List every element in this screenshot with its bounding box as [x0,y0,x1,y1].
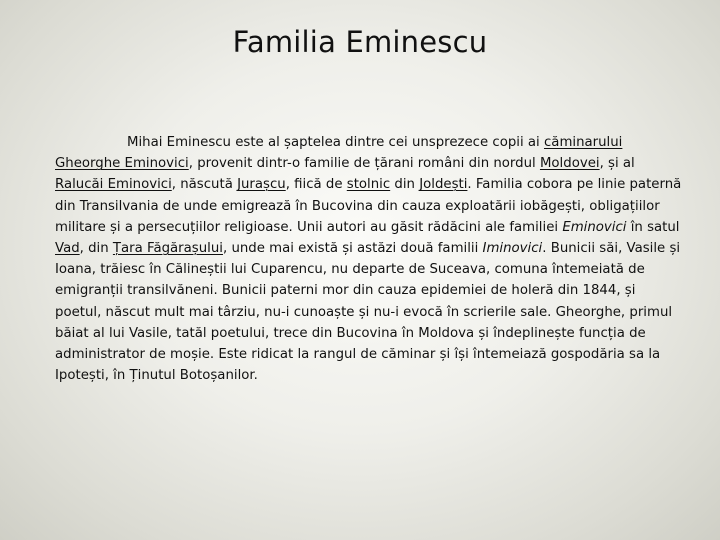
slide-title: Familia Eminescu [232,25,488,59]
link-vad[interactable]: Vad [55,241,80,257]
italic-iminovici: Iminovici [482,241,543,257]
text-run: , și al [599,156,635,172]
italic-eminovici: Eminovici [562,219,627,235]
text-run: în satul [626,219,680,235]
text-run: din [390,177,420,193]
link-caminarului[interactable]: căminarului [543,135,623,150]
link-jurascu[interactable]: Jurașcu [237,177,286,193]
text-run: . Bunicii săi, Vasile și Ioana, trăiesc în Călineștii lui Cuparencu, nu departe de Suceava, comuna întemeiată de emigranții transilvăneni. Bunicii paterni mor din cauza epidemiei de holeră din 1844, și poetul, născut mult mai târziu, nu-i cunoaște și nu-i evocă în scrierile sale. Gheorghe, primul băiat al lui Vasile, tatăl poetului, trece din Bucovina în Moldova și îndeplinește funcția de administrator de moșie. Este ridicat la rangul de căminar și își întemeiază gospodăria sa la Ipotești, în Ținutul Botoșanilor. [55,241,681,384]
text-run: Mihai Eminescu este al șaptelea dintre cei unsprezece copii ai [127,135,544,150]
link-tara-fagarasului[interactable]: Țara Făgărașului [112,241,223,257]
link-moldovei[interactable]: Moldovei [539,156,600,172]
text-run: , provenit dintr-o familie de țărani români din nordul [188,156,540,172]
text-run: , născută [171,177,238,193]
body-paragraph [55,132,685,386]
text-run: , unde mai există și astăzi două familii [222,241,483,257]
link-ralucai-eminovici[interactable]: Ralucăi Eminovici [55,177,172,193]
text-run: , din [79,241,113,257]
link-stolnic[interactable]: stolnic [346,177,391,193]
text-run: . Familia cobora pe linie paternă din Transilvania de unde emigrează în Bucovina din cauza exploatării iobăgești, obligațiilor militare și a persecuțiilor religioase. Unii autori au găsit rădăcini ale familiei [55,177,682,235]
text-run: , fiică de [285,177,347,193]
link-gheorghe-eminovici[interactable]: Gheorghe Eminovici [55,156,189,172]
link-joldesti[interactable]: Joldești [419,177,468,193]
